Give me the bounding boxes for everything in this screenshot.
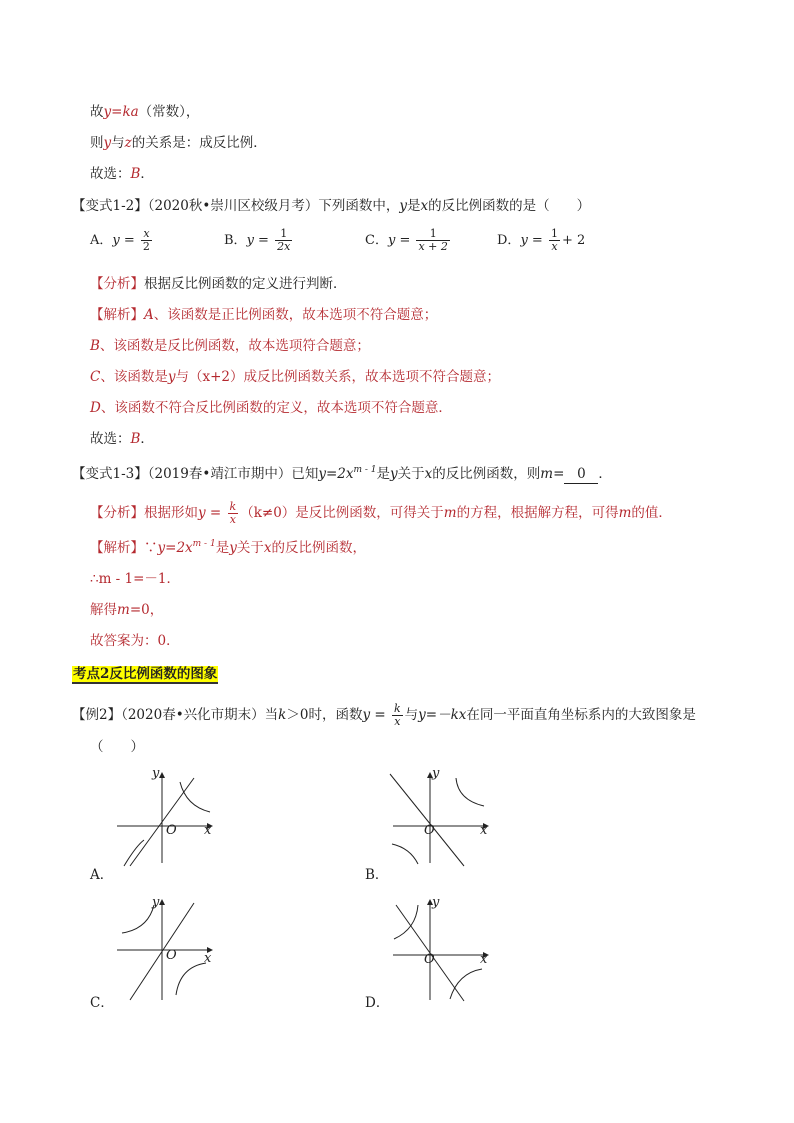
text: ． bbox=[140, 166, 154, 182]
answer: B bbox=[130, 431, 141, 447]
option-d: D．y = $\frac{1}{x}$ + 2 bbox=[497, 227, 586, 253]
graph-b-svg bbox=[388, 768, 498, 868]
text: 、该函数不符合反比例函数的定义，故本选项不符合题意． bbox=[100, 400, 452, 416]
option-b: B．y = $\frac{1}{2x}$ bbox=[224, 227, 291, 253]
option-c: C．y = $\frac{1}{x + 2}$ bbox=[365, 227, 448, 253]
variant-1-2-question bbox=[72, 197, 590, 215]
analysis-tag: 【分析】 bbox=[90, 276, 144, 292]
text: =0， bbox=[129, 602, 164, 618]
line-choice-2 bbox=[90, 430, 154, 448]
var: C bbox=[90, 369, 101, 385]
fraction: $\frac{1}{x}$ bbox=[550, 227, 558, 253]
solution-1-3 bbox=[90, 539, 366, 559]
var: A bbox=[144, 307, 154, 323]
fraction: $\frac{x}{2}$ bbox=[142, 227, 150, 253]
example-2-question bbox=[72, 703, 696, 728]
var: x bbox=[420, 198, 429, 214]
text: （2020春•兴化市期末）当 bbox=[121, 707, 279, 723]
y-axis-label: y bbox=[432, 766, 440, 781]
var: z bbox=[124, 135, 132, 151]
x-axis-label: x bbox=[204, 823, 212, 838]
answer: B bbox=[130, 166, 141, 182]
graph-d-label: D． bbox=[365, 995, 390, 1011]
var: y bbox=[167, 369, 176, 385]
text: 与 bbox=[404, 707, 419, 723]
var: y bbox=[246, 233, 254, 248]
var: x bbox=[424, 466, 433, 482]
answer-paren: （ ） bbox=[90, 739, 144, 755]
text: 是反比例函数，可得关于 bbox=[295, 505, 444, 521]
text: 、该函数是 bbox=[100, 369, 168, 385]
text: ． bbox=[598, 466, 612, 482]
solution-1-2-c bbox=[90, 368, 500, 386]
variant-tag: 【变式1-3】 bbox=[72, 466, 148, 482]
solution-1-2-b bbox=[90, 337, 370, 355]
x-axis-label: x bbox=[480, 823, 488, 838]
text: ∵ bbox=[144, 540, 158, 556]
expr: y=ka bbox=[103, 104, 139, 120]
var: y bbox=[390, 466, 398, 482]
example-2-paren bbox=[90, 738, 144, 756]
origin-label: O bbox=[166, 948, 177, 963]
graph-b-label: B． bbox=[365, 867, 389, 883]
text: 、该函数是反比例函数，故本选项符合题意； bbox=[99, 338, 370, 354]
var: y bbox=[103, 135, 112, 151]
text: 根据形如 bbox=[144, 505, 198, 521]
graph-d bbox=[388, 895, 498, 1009]
var: m bbox=[618, 505, 632, 521]
text: ∴m - 1=－1． bbox=[90, 571, 181, 587]
text: 解得 bbox=[90, 602, 117, 618]
exponent: m - 1 bbox=[192, 539, 216, 549]
x-axis-label: x bbox=[204, 951, 212, 966]
solution-tag: 【解析】 bbox=[90, 307, 144, 323]
text: 的值． bbox=[631, 505, 672, 521]
y-axis-label: y bbox=[152, 895, 160, 910]
analysis-1-3 bbox=[90, 501, 672, 526]
expr: y = bbox=[198, 505, 222, 521]
text: 是 bbox=[406, 198, 421, 214]
text: 与（x+2）成反比例函数关系，故本选项不符合题意； bbox=[175, 369, 500, 385]
graph-a-label: A． bbox=[90, 867, 114, 883]
fraction: $\frac{k}{x}$ bbox=[229, 500, 237, 526]
variant-tag: 【变式1-2】 bbox=[72, 198, 148, 214]
line-relation bbox=[90, 134, 267, 152]
var: m= bbox=[540, 466, 565, 482]
text: （k≠0） bbox=[240, 505, 296, 521]
graph-c bbox=[112, 895, 222, 1009]
option-label: D． bbox=[497, 233, 521, 248]
var: D bbox=[90, 400, 101, 416]
text: + 2 bbox=[561, 233, 586, 248]
solution-1-2-a bbox=[90, 306, 437, 324]
text: 关于 bbox=[397, 466, 425, 482]
text: 的反比例函数，则 bbox=[432, 466, 541, 482]
text: 在同一平面直角坐标系内的大致图象是 bbox=[466, 707, 696, 723]
solution-1-2-d bbox=[90, 399, 452, 417]
var: m bbox=[443, 505, 457, 521]
text: （2020秋•崇川区校级月考）下列函数中， bbox=[147, 198, 400, 214]
option-label: C． bbox=[365, 233, 388, 248]
var: y bbox=[112, 233, 120, 248]
text: 、该函数是正比例函数，故本选项不符合题意； bbox=[153, 307, 438, 323]
text: 是 bbox=[215, 540, 230, 556]
option-a: A．y = $\frac{x}{2}$ bbox=[90, 227, 150, 253]
y-axis-label: y bbox=[152, 766, 160, 781]
graph-a-svg bbox=[112, 768, 222, 868]
line-choice-1 bbox=[90, 165, 154, 183]
text: 的反比例函数的是（ ） bbox=[428, 198, 591, 214]
expr: y = bbox=[362, 707, 386, 723]
line-solve bbox=[90, 601, 163, 619]
section-title: 考点2反比例函数的图象 bbox=[73, 666, 218, 682]
text: （2019春•靖江市期中）已知 bbox=[147, 466, 319, 482]
fraction: $\frac{k}{x}$ bbox=[393, 702, 401, 728]
text: 故选： bbox=[90, 166, 131, 182]
origin-label: O bbox=[166, 823, 177, 838]
analysis-tag: 【分析】 bbox=[90, 505, 144, 521]
expr: y=－kx bbox=[418, 707, 467, 723]
solution-tag: 【解析】 bbox=[90, 540, 144, 556]
text: 故选： bbox=[90, 431, 131, 447]
text: ＞0时，函数 bbox=[286, 707, 363, 723]
var: y bbox=[229, 540, 237, 556]
var: y bbox=[387, 233, 396, 248]
x-axis-label: x bbox=[480, 952, 488, 967]
text: 的关系是：成反比例． bbox=[131, 135, 267, 151]
line-therefore bbox=[90, 570, 180, 588]
text: 故 bbox=[90, 104, 104, 120]
var: B bbox=[90, 338, 100, 354]
line-answer bbox=[90, 632, 180, 650]
text: 关于 bbox=[236, 540, 264, 556]
graph-a bbox=[112, 768, 222, 872]
var: y bbox=[520, 233, 528, 248]
option-label: B． bbox=[224, 233, 247, 248]
origin-label: O bbox=[424, 823, 435, 838]
graph-c-label: C． bbox=[90, 995, 114, 1011]
text: 是 bbox=[376, 466, 391, 482]
example-tag: 【例2】 bbox=[72, 707, 122, 723]
graph-b bbox=[388, 768, 498, 872]
fraction: $\frac{1}{2x}$ bbox=[277, 227, 291, 253]
fraction: $\frac{1}{x + 2}$ bbox=[418, 227, 448, 253]
y-axis-label: y bbox=[432, 895, 440, 910]
text: 故答案为：0． bbox=[90, 633, 180, 649]
text: 根据反比例函数的定义进行判断． bbox=[144, 276, 347, 292]
expr: y=2x bbox=[318, 466, 354, 482]
line-constant bbox=[90, 103, 199, 121]
exponent: m - 1 bbox=[353, 465, 377, 475]
var: y bbox=[399, 198, 407, 214]
answer-blank: 0 bbox=[564, 465, 598, 484]
expr: y=2x bbox=[157, 540, 193, 556]
text: （常数）， bbox=[138, 104, 200, 120]
variant-1-3-question bbox=[72, 465, 612, 485]
text: 则 bbox=[90, 135, 104, 151]
text: 与 bbox=[111, 135, 125, 151]
text: 的方程，根据解方程，可得 bbox=[456, 505, 619, 521]
section-heading bbox=[72, 665, 218, 683]
var: m bbox=[117, 602, 130, 618]
text: 的反比例函数， bbox=[271, 540, 366, 556]
var: x bbox=[263, 540, 272, 556]
origin-label: O bbox=[424, 952, 435, 967]
text: ． bbox=[140, 431, 154, 447]
analysis-1-2 bbox=[90, 275, 347, 293]
option-label: A． bbox=[90, 233, 113, 248]
graph-d-svg bbox=[388, 895, 498, 1005]
var: k bbox=[278, 707, 287, 723]
